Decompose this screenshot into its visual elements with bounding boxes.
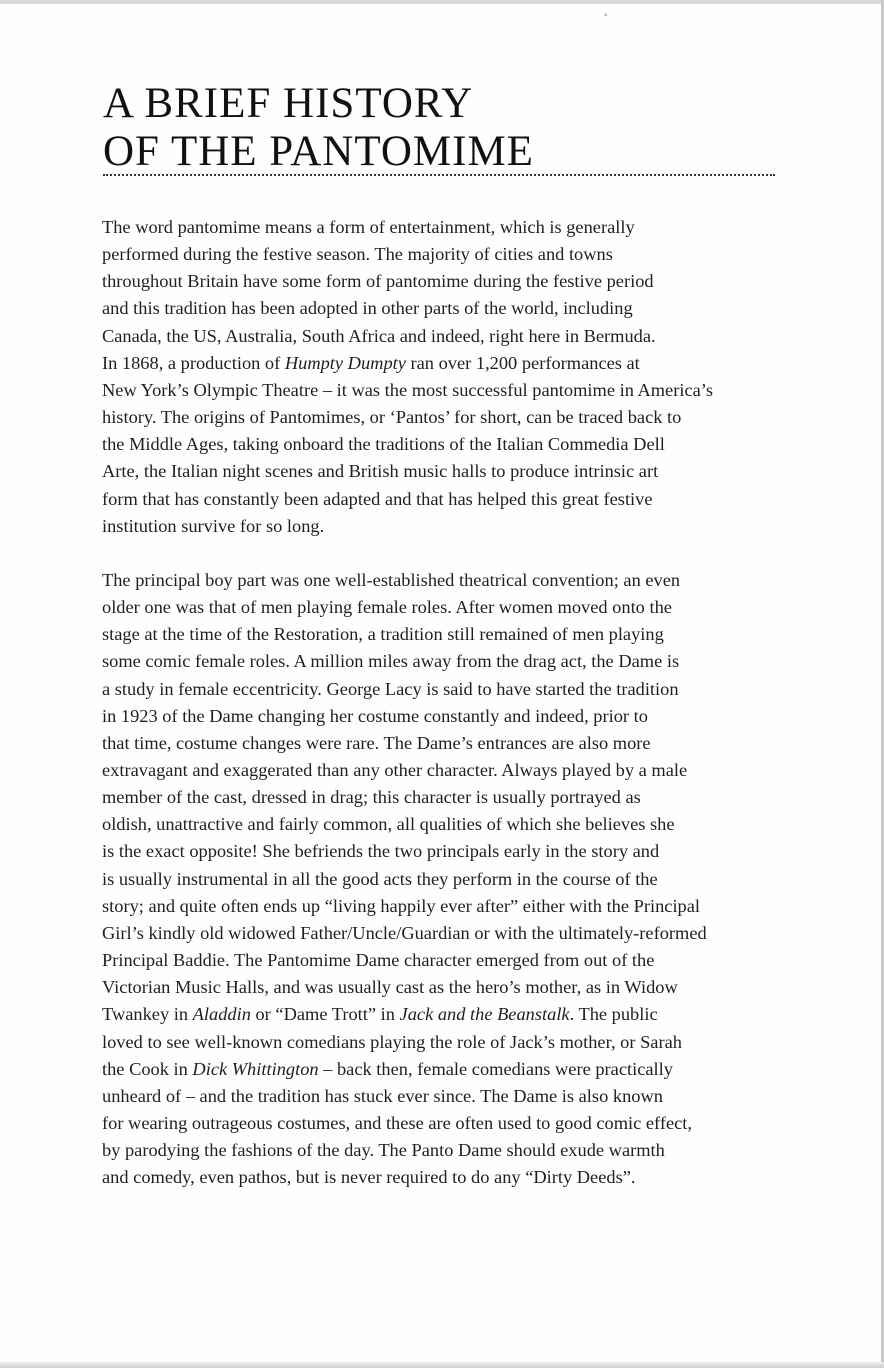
text-run: stage at the time of the Restoration, a tradition still remained of men playing — [102, 624, 664, 645]
text-run: story; and quite often ends up “living happily ever after” either with the Principal — [102, 895, 701, 916]
text-line — [102, 811, 782, 838]
text-line — [102, 1029, 782, 1056]
text-line — [102, 486, 782, 513]
text-line — [102, 404, 782, 431]
text-run: – back then, female comedians were practically — [318, 1058, 673, 1079]
print-mark: ° — [604, 12, 608, 22]
page-title-line-1: A BRIEF HISTORY — [103, 80, 474, 127]
text-run: Arte, the Italian night scenes and British music halls to produce intrinsic art — [102, 461, 659, 482]
text-line — [102, 1164, 782, 1191]
text-line — [102, 703, 782, 730]
text-run: Victorian Music Halls, and was usually cast as the hero’s mother, as in Widow — [102, 977, 678, 998]
text-line — [102, 241, 782, 268]
text-run: that time, costume changes were rare. The Dame’s entrances are also more — [102, 732, 651, 753]
text-run: performed during the festive season. The majority of cities and towns — [102, 244, 613, 265]
text-line — [102, 295, 782, 322]
text-run: a study in female eccentricity. George Lacy is said to have started the tradition — [102, 678, 679, 699]
text-run: the Middle Ages, taking onboard the traditions of the Italian Commedia Dell — [102, 434, 665, 455]
text-run: . The public — [569, 1004, 658, 1025]
text-line — [102, 838, 782, 865]
text-line — [102, 893, 782, 920]
text-run: is the exact opposite! She befriends the two principals early in the story and — [102, 841, 660, 862]
text-line — [102, 866, 782, 893]
italic-title: Jack and the Beanstalk — [399, 1004, 570, 1025]
text-run: Canada, the US, Australia, South Africa and indeed, right here in Bermuda. — [102, 325, 656, 346]
title-dotted-rule — [103, 174, 775, 176]
text-run: Principal Baddie. The Pantomime Dame character emerged from out of the — [102, 950, 655, 971]
text-line — [102, 648, 782, 675]
article-body — [102, 214, 782, 1191]
paragraph-2 — [102, 567, 782, 1192]
text-line — [102, 594, 782, 621]
text-line — [102, 323, 782, 350]
text-line — [102, 676, 782, 703]
text-run: in 1923 of the Dame changing her costume constantly and indeed, prior to — [102, 705, 648, 726]
page-edge-top — [0, 0, 884, 4]
text-run: In 1868, a production of — [102, 352, 285, 373]
text-line — [102, 621, 782, 648]
page-title — [103, 80, 534, 176]
text-line — [102, 1001, 782, 1028]
italic-title: Humpty Dumpty — [284, 352, 406, 373]
text-line — [102, 1110, 782, 1137]
text-run: unheard of – and the tradition has stuck ever since. The Dame is also known — [102, 1085, 663, 1106]
text-line — [102, 458, 782, 485]
text-line — [102, 947, 782, 974]
text-run: and this tradition has been adopted in other parts of the world, including — [102, 298, 633, 319]
text-line — [102, 268, 782, 295]
text-run: loved to see well-known comedians playing the role of Jack’s mother, or Sarah — [102, 1031, 682, 1052]
text-line — [102, 513, 782, 540]
text-line — [102, 431, 782, 458]
text-run: institution survive for so long. — [102, 515, 325, 536]
text-run: form that has constantly been adapted and that has helped this great festive — [102, 488, 653, 509]
text-line — [102, 350, 782, 377]
text-run: New York’s Olympic Theatre – it was the most successful pantomime in America’s — [102, 379, 714, 400]
italic-title: Aladdin — [192, 1004, 251, 1025]
paragraph-1 — [102, 214, 782, 540]
text-line — [102, 377, 782, 404]
text-line — [102, 1083, 782, 1110]
italic-title: Dick Whittington — [192, 1058, 319, 1079]
text-run: The word pantomime means a form of entertainment, which is generally — [102, 217, 635, 237]
text-run: Girl’s kindly old widowed Father/Uncle/Guardian or with the ultimately-reformed — [102, 922, 707, 943]
text-run: for wearing outrageous costumes, and these are often used to good comic effect, — [102, 1113, 692, 1133]
text-run: is usually instrumental in all the good acts they perform in the course of the — [102, 868, 658, 889]
text-run: by parodying the fashions of the day. The Panto Dame should exude warmth — [102, 1140, 665, 1161]
text-line — [102, 974, 782, 1001]
text-line — [102, 730, 782, 757]
text-run: some comic female roles. A million miles away from the drag act, the Dame is — [102, 651, 680, 672]
text-line — [102, 567, 782, 594]
text-run: throughout Britain have some form of pantomime during the festive period — [102, 271, 654, 292]
text-line — [102, 1137, 782, 1164]
text-run: or “Dame Trott” in — [250, 1004, 400, 1025]
text-run: The principal boy part was one well-established theatrical convention; an even — [102, 569, 681, 590]
text-run: Twankey in — [102, 1004, 193, 1025]
text-run: ran over 1,200 performances at — [405, 352, 640, 373]
text-run: and comedy, even pathos, but is never required to do any “Dirty Deeds”. — [102, 1167, 636, 1188]
text-run: member of the cast, dressed in drag; this character is usually portrayed as — [102, 787, 641, 808]
text-run: the Cook in — [102, 1058, 193, 1079]
page-title-line-2: OF THE PANTOMIME — [103, 128, 534, 175]
text-run: oldish, unattractive and fairly common, all qualities of which she believes she — [102, 814, 675, 835]
text-run: history. The origins of Pantomimes, or ‘Pantos’ for short, can be traced back to — [102, 407, 682, 428]
text-line — [102, 784, 782, 811]
text-run: extravagant and exaggerated than any other character. Always played by a male — [102, 759, 688, 780]
page-edge-bottom — [0, 1362, 884, 1368]
text-line — [102, 757, 782, 784]
text-run: older one was that of men playing female roles. After women moved onto the — [102, 597, 672, 618]
text-line — [102, 920, 782, 947]
text-line — [102, 214, 782, 241]
text-line — [102, 1056, 782, 1083]
